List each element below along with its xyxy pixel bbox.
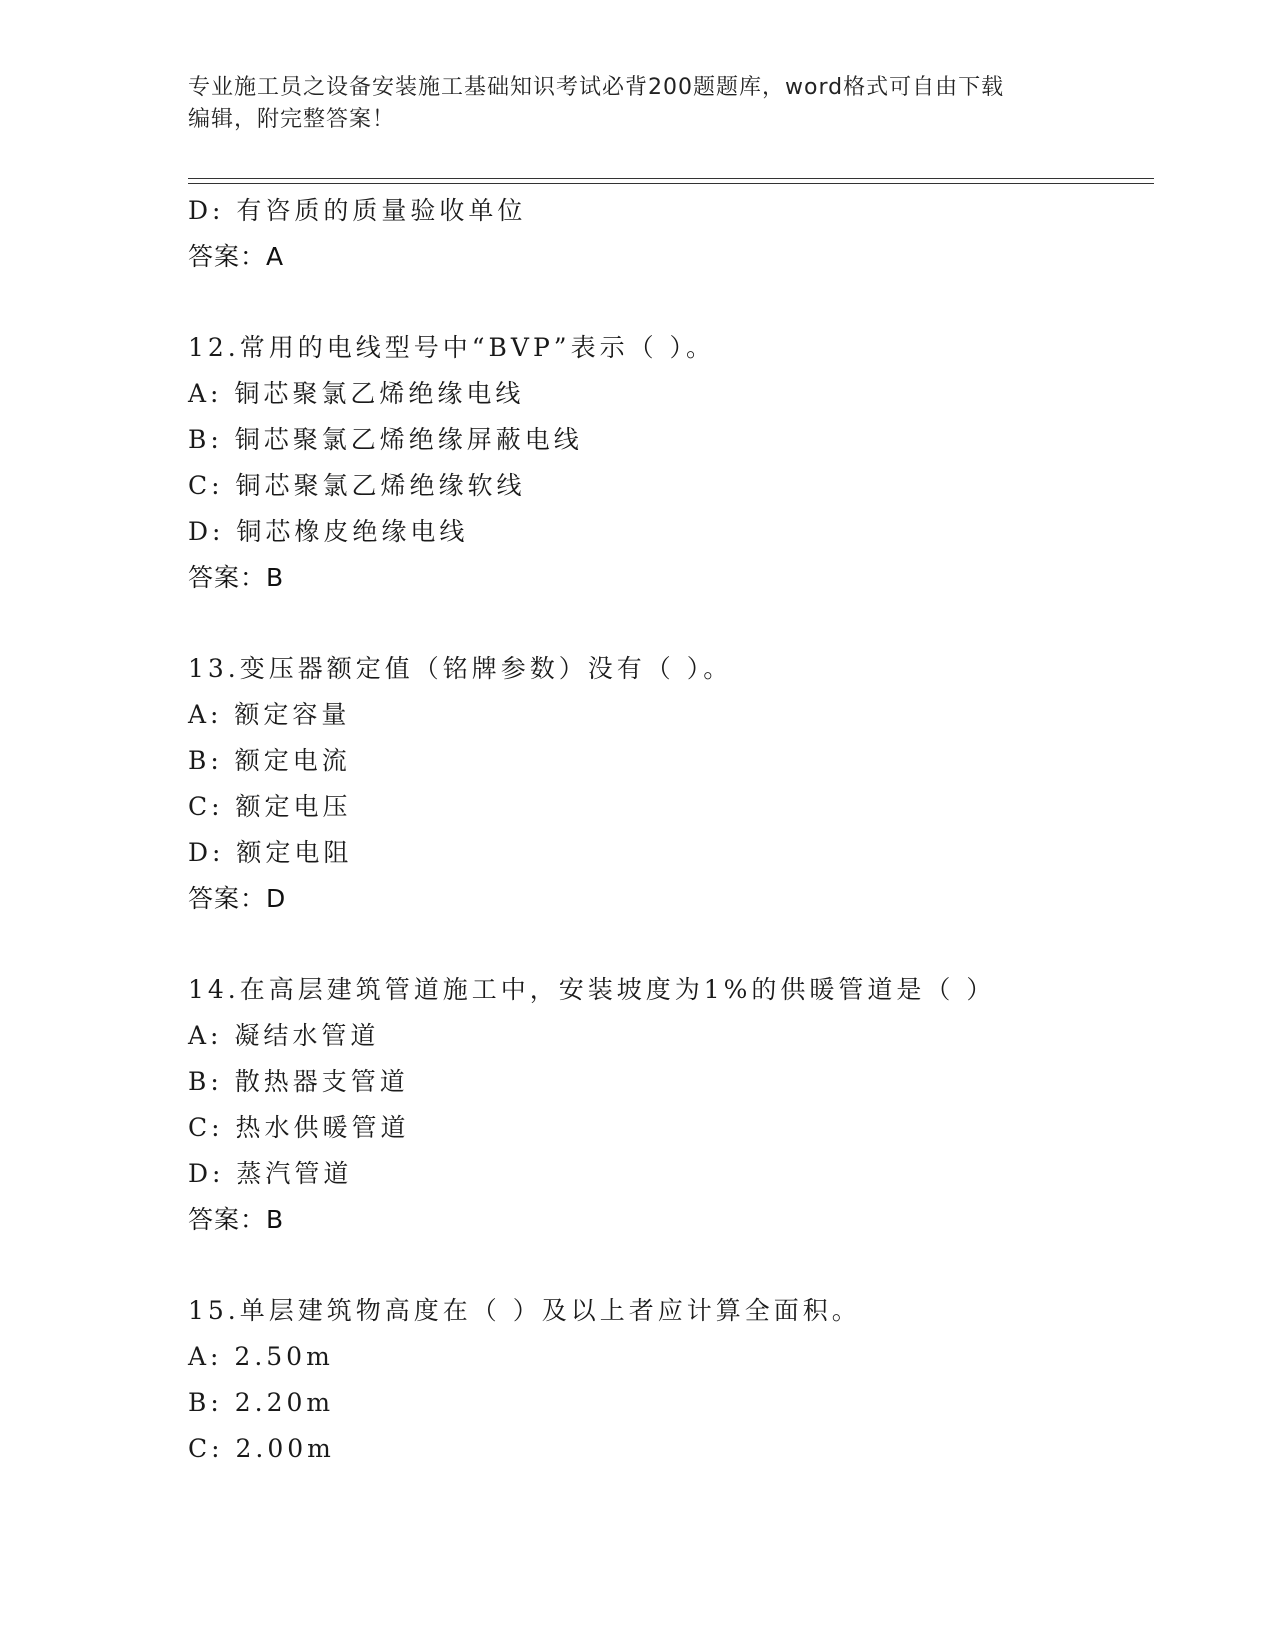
question-12-option-a: A: 铜芯聚氯乙烯绝缘电线	[188, 379, 525, 408]
question-12-option-d: D: 铜芯橡皮绝缘电线	[188, 517, 469, 546]
question-11-continued	[188, 188, 1154, 280]
header-title-line-2: 编辑，附完整答案！	[188, 107, 396, 132]
spacer	[188, 1243, 1154, 1288]
question-15-option-c: C: 2.00m	[188, 1434, 335, 1463]
question-13-option-b: B: 额定电流	[188, 746, 351, 775]
document-header	[188, 72, 1088, 136]
header-divider-bottom	[188, 183, 1154, 184]
spacer	[188, 280, 1154, 325]
spacer	[188, 601, 1154, 646]
question-14-option-d: D: 蒸汽管道	[188, 1159, 353, 1188]
question-12-answer: 答案：B	[188, 563, 285, 592]
question-13-option-d: D: 额定电阻	[188, 838, 353, 867]
question-14	[188, 967, 1154, 1243]
question-14-option-b: B: 散热器支管道	[188, 1067, 409, 1096]
question-13-option-c: C: 额定电压	[188, 792, 352, 821]
question-15-stem: 15.单层建筑物高度在（ ）及以上者应计算全面积。	[188, 1296, 861, 1325]
question-15-option-b: B: 2.20m	[188, 1388, 335, 1417]
question-12	[188, 325, 1154, 601]
question-12-stem: 12.常用的电线型号中“BVP”表示（ ）。	[188, 333, 716, 362]
question-12-option-c: C: 铜芯聚氯乙烯绝缘软线	[188, 471, 526, 500]
question-15	[188, 1288, 1154, 1472]
question-14-option-c: C: 热水供暖管道	[188, 1113, 410, 1142]
question-list	[188, 188, 1154, 1472]
question-13-option-a: A: 额定容量	[188, 700, 351, 729]
question-11-option-d: D: 有咨质的质量验收单位	[188, 196, 527, 225]
header-title-line-1: 专业施工员之设备安装施工基础知识考试必背200题题库，word格式可自由下载	[188, 75, 1005, 100]
question-12-option-b: B: 铜芯聚氯乙烯绝缘屏蔽电线	[188, 425, 583, 454]
question-13-answer: 答案：D	[188, 884, 287, 913]
spacer	[188, 922, 1154, 967]
question-11-answer: 答案：A	[188, 242, 285, 271]
header-divider-top	[188, 178, 1154, 179]
question-14-answer: 答案：B	[188, 1205, 285, 1234]
question-13-stem: 13.变压器额定值（铭牌参数）没有（ ）。	[188, 654, 733, 683]
question-13	[188, 646, 1154, 922]
question-14-stem: 14.在高层建筑管道施工中，安装坡度为1%的供暖管道是（ ）	[188, 975, 996, 1004]
question-14-option-a: A: 凝结水管道	[188, 1021, 380, 1050]
question-15-option-a: A: 2.50m	[188, 1342, 334, 1371]
